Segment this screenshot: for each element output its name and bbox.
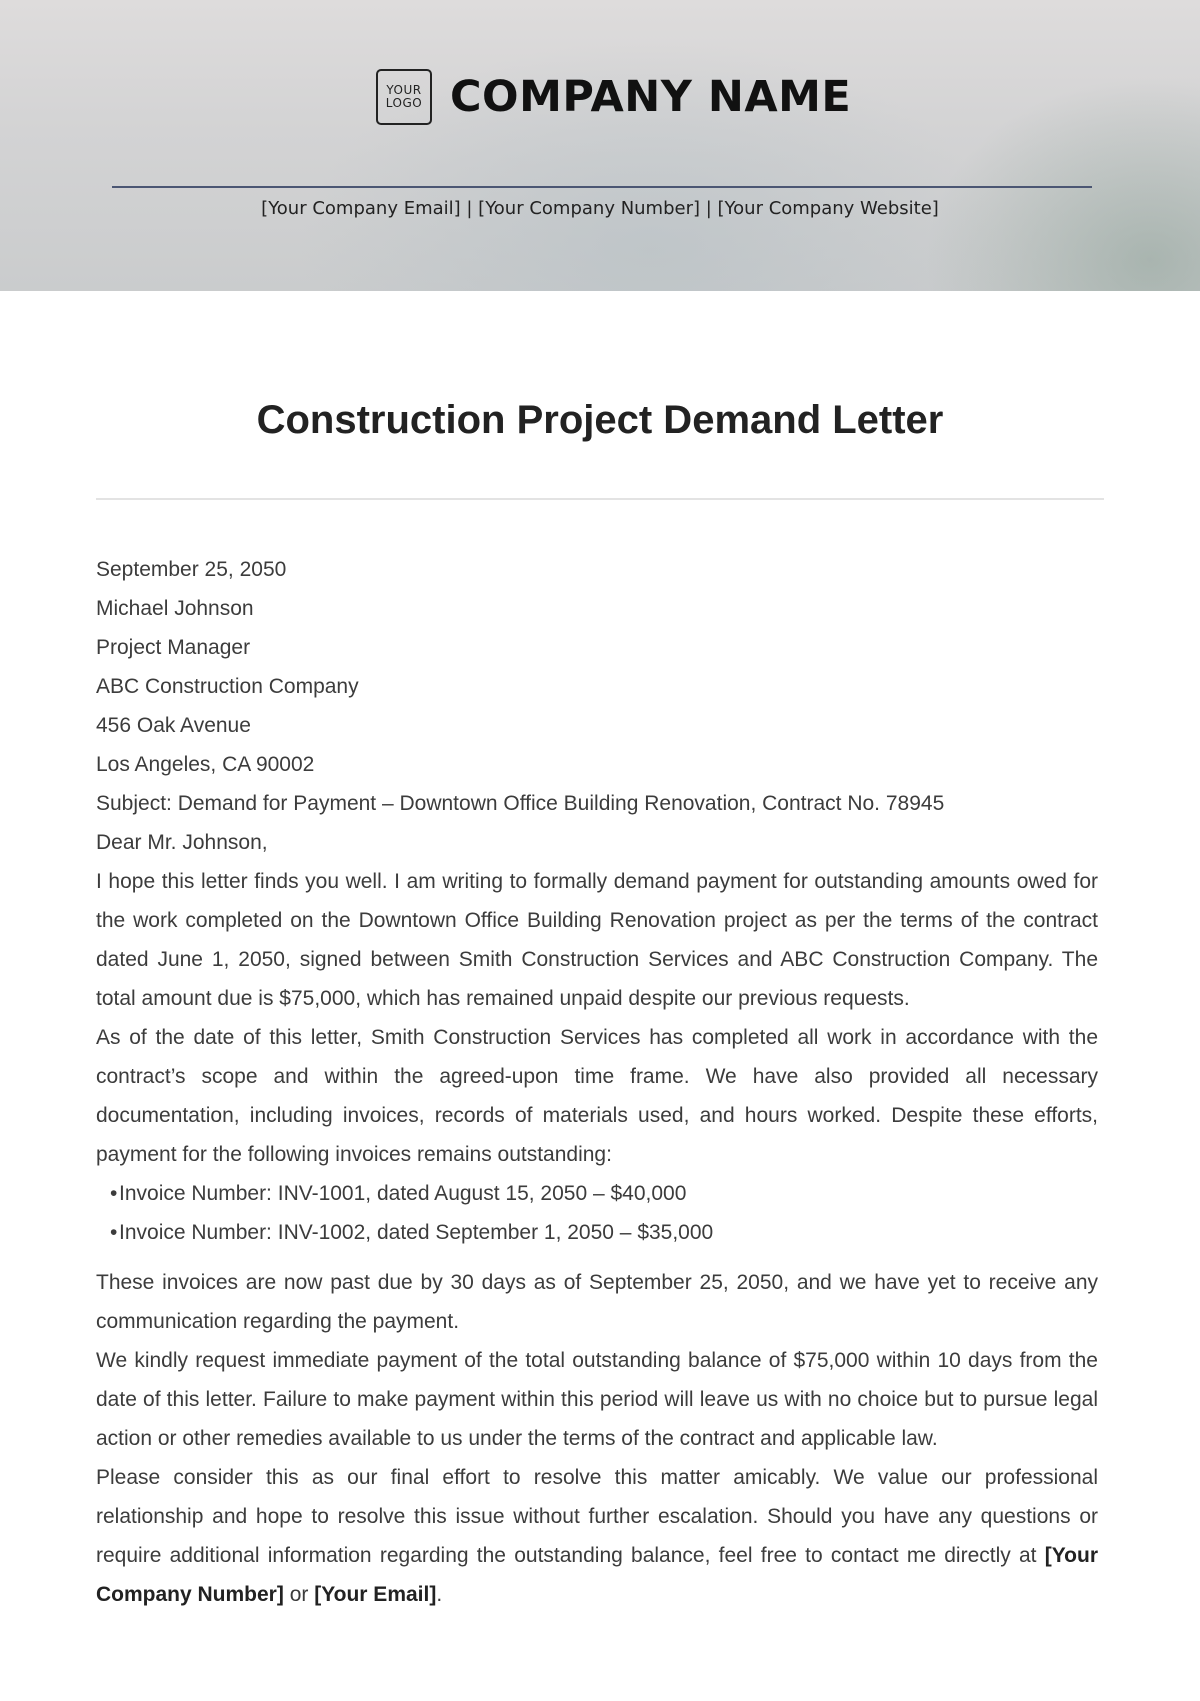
- salutation: Dear Mr. Johnson,: [96, 831, 268, 854]
- logo-text: [386, 84, 422, 110]
- logo-text-line-2: LOGO: [385, 96, 423, 110]
- company-contact-line: [Your Company Email] | [Your Company Number] | [Your Company Website]: [261, 198, 939, 219]
- list-item: [110, 1213, 1098, 1252]
- email-placeholder: [Your Email]: [314, 1583, 437, 1606]
- closing-connector: or: [283, 1583, 315, 1606]
- header-divider: [112, 186, 1092, 188]
- invoice-item-text: Invoice Number: INV-1001, dated August 15, 2050 – $40,000: [119, 1182, 687, 1205]
- bullet-icon: •: [110, 1182, 118, 1205]
- document-title: Construction Project Demand Letter: [256, 398, 944, 442]
- recipient-company: ABC Construction Company: [96, 675, 359, 698]
- letter-subject: Subject: Demand for Payment – Downtown Office Building Renovation, Contract No. 78945: [96, 792, 945, 815]
- paragraph-intro: I hope this letter finds you well. I am writing to formally demand payment for outstanding amounts owed for the work completed on the Downtown Office Building Renovation project as per the terms of the contract dated June 1, 2050, signed between Smith Construction Services and ABC Construction Company. The total amount due is $75,000, which has remained unpaid despite our previous requests.: [96, 870, 1098, 1010]
- paragraph-work-completed: As of the date of this letter, Smith Construction Services has completed all work in accordance with the contract’s scope and within the agreed-upon time frame. We have also provided all necessary documentation, including invoices, records of materials used, and hours worked. Despite these efforts, payment for the following invoices remains outstanding:: [96, 1026, 1098, 1166]
- recipient-title: Project Manager: [96, 636, 251, 659]
- closing-text: Please consider this as our final effort to resolve this matter amicably. We value our professional relationship and hope to resolve this issue without further escalation. Should you have any questions or require additional information regarding the outstanding balance, feel free to contact me directly at: [96, 1466, 1098, 1567]
- company-name: COMPANY NAME: [450, 72, 852, 122]
- recipient-name: Michael Johnson: [96, 597, 254, 620]
- invoice-list: [96, 1174, 1098, 1252]
- invoice-item-text: Invoice Number: INV-1002, dated September 1, 2050 – $35,000: [119, 1221, 714, 1244]
- letterhead: [0, 0, 1200, 291]
- recipient-street: 456 Oak Avenue: [96, 714, 251, 737]
- title-divider: [96, 498, 1104, 500]
- paragraph-closing: [96, 1458, 1098, 1614]
- company-number-placeholder: [Your Company Number]: [96, 1544, 1098, 1606]
- logo-text-line-1: YOUR: [386, 83, 422, 97]
- paragraph-payment-request: We kindly request immediate payment of the total outstanding balance of $75,000 within 10 days from the date of this letter. Failure to make payment within this period will leave us with no choice but to pursue legal action or other remedies available to us under the terms of the contract and applicable law.: [96, 1349, 1098, 1450]
- bullet-icon: •: [110, 1221, 118, 1244]
- letter-date: September 25, 2050: [96, 558, 287, 581]
- logo-placeholder: [376, 69, 432, 125]
- recipient-city: Los Angeles, CA 90002: [96, 753, 315, 776]
- paragraph-past-due: These invoices are now past due by 30 days as of September 25, 2050, and we have yet to receive any communication regarding the payment.: [96, 1271, 1098, 1333]
- brand: [376, 67, 851, 127]
- list-item: [110, 1174, 1098, 1213]
- letter-body: [96, 550, 1098, 1614]
- closing-period: .: [436, 1583, 443, 1606]
